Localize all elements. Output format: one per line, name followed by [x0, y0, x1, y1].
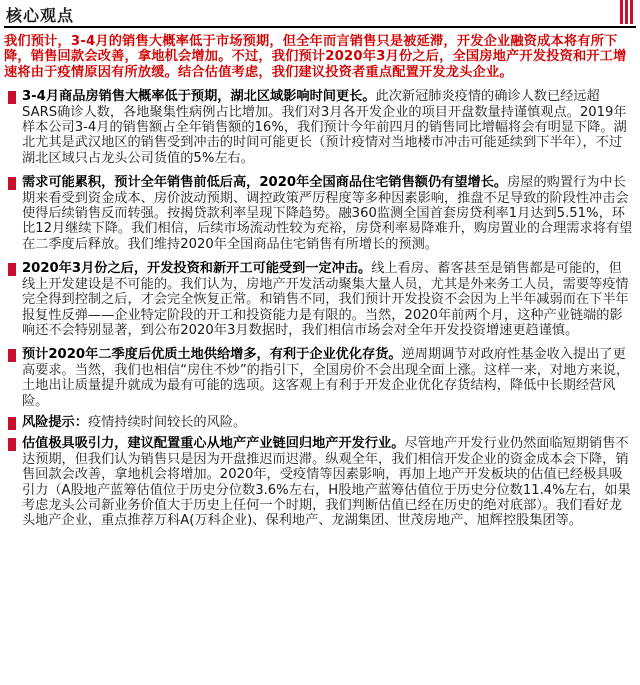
- section-body: 此次新冠肺炎疫情的确诊人数已经远超SARS确诊人数，各地聚集性病例占比增加。我们对3月各开发企业的项目开盘数量持谨慎观点。2019年样本公司3-4月的销售额占全年销售额的16%，我们预计今年前四月的销售同比增幅将会有明显下降。湖北尤其是武汉地区的销售受到冲击的时间可能更长（预计疫情对当地楼市冲击可能延续到下半年），不过湖北区域只占龙头公司货值的5%左右。: [22, 89, 627, 166]
- section-text: [22, 89, 634, 166]
- section-body: 房屋的购置行为中长期来看受到资金成本、房价波动预期、调控政策严厉程度等多种因素影响，推盘不足导致的阶段性冲击会使得后续销售反而转强。按揭贷款利率呈现下降趋势。融360监测全国首套房贷利率1月达到5.51%，环比12月继续下降。我们相信，后续市场流动性较为充裕，房贷利率易降难升，购房置业的合理需求将有望在二季度后释放。我们维持2020年全国商品住宅销售有所增长的预测。: [22, 175, 633, 252]
- section-body: 逆周期调节对政府性基金收入提出了更高要求。当然，我们也相信“房住不炒”的指引下，全国房价不会出现全面上涨。这样一来，对地方来说，土地出让质量提升就成为最有可能的选项。这客观上有利于开发企业优化存货结构，降低中长期经营风险。: [22, 347, 630, 409]
- section-body: 疫情持续时间较长的风险。: [87, 414, 247, 430]
- red-bullet-icon: [8, 438, 16, 451]
- section-lead: 估值极具吸引力，建议配置重心从地产产业链回归地产开发行业。: [22, 436, 405, 452]
- section-item: [4, 175, 634, 252]
- section-item: [4, 261, 634, 338]
- section-lead: 风险提示：: [22, 414, 88, 430]
- section-lead: 2020年3月份之后，开发投资和新开工可能受到一定冲击。: [22, 261, 372, 277]
- section-item: [4, 89, 634, 166]
- red-bullet-icon: [8, 177, 16, 190]
- section-text: [22, 347, 634, 409]
- section-lead: 需求可能累积，预计全年销售前低后高，2020年全国商品住宅销售额仍有望增长。: [22, 175, 508, 191]
- section-text: [22, 261, 634, 338]
- red-bullet-icon: [8, 263, 16, 276]
- header-bar: [4, 0, 636, 28]
- section-item: [4, 436, 634, 528]
- page-title: 核心观点: [6, 6, 75, 25]
- red-bullet-icon: [8, 91, 16, 104]
- section-text: [22, 436, 634, 528]
- section-lead: 3-4月商品房销售大概率低于预期，湖北区域影响时间更长。: [22, 89, 376, 105]
- section-text: [22, 415, 634, 430]
- red-bullet-icon: [8, 417, 16, 430]
- risk-section: [4, 415, 634, 430]
- red-bullet-icon: [8, 349, 16, 362]
- section-item: [4, 347, 634, 409]
- section-text: [22, 175, 634, 252]
- header-stripes-decoration: [620, 0, 634, 26]
- section-lead: 预计2020年二季度后优质土地供给增多，有利于企业优化存货。: [22, 347, 402, 363]
- summary-paragraph: 我们预计，3-4月的销售大概率低于市场预期，但全年而言销售只是被延滞，开发企业融资成本将有所下降，销售回款会改善，拿地机会增加。不过，我们预计2020年3月份之后，全国房地产开发投资和开工增速将由于疫情原因有所放缓。结合估值考虑，我们建议投资者重点配置开发龙头企业。: [4, 34, 627, 80]
- section-body: 尽管地产开发行业仍然面临短期销售不达预期，但我们认为销售只是因为开盘推迟而迟滞。纵观全年，我们相信开发企业的资金成本会下降，销售回款会改善，拿地机会将增加。2020年，受疫情等因素影响，再加上地产开发板块的估值已经极具吸引力（A股地产蓝筹估值位于历史分位数3.6%左右，H股地产蓝筹估值位于历史分位数11.4%左右，如果考虑龙头公司新业务价值大于历史上任何一个时期，我们判断估值已经在历史的绝对底部）。我们看好龙头地产企业，重点推荐万科A(万科企业)、保利地产、龙湖集团、世茂房地产、旭辉控股集团等。: [22, 436, 631, 529]
- section-body: 线上看房、蓄客甚至是销售都是可能的，但线上开发建设是不可能的。我们认为，房地产开发活动聚集大量人员，尤其是外来务工人员，需要等疫情完全得到控制之后，才会完全恢复正常。和销售不同，我们预计开发投资不会因为上半年减弱而在下半年报复性反弹——企业特定阶段的开工和投资能力是有限的。当然，2020年前两个月，这种产业链端的影响还不会特别显著，到公布2020年3月数据时，我们相信市场会对全年开发投资增速更趋谨慎。: [22, 261, 629, 338]
